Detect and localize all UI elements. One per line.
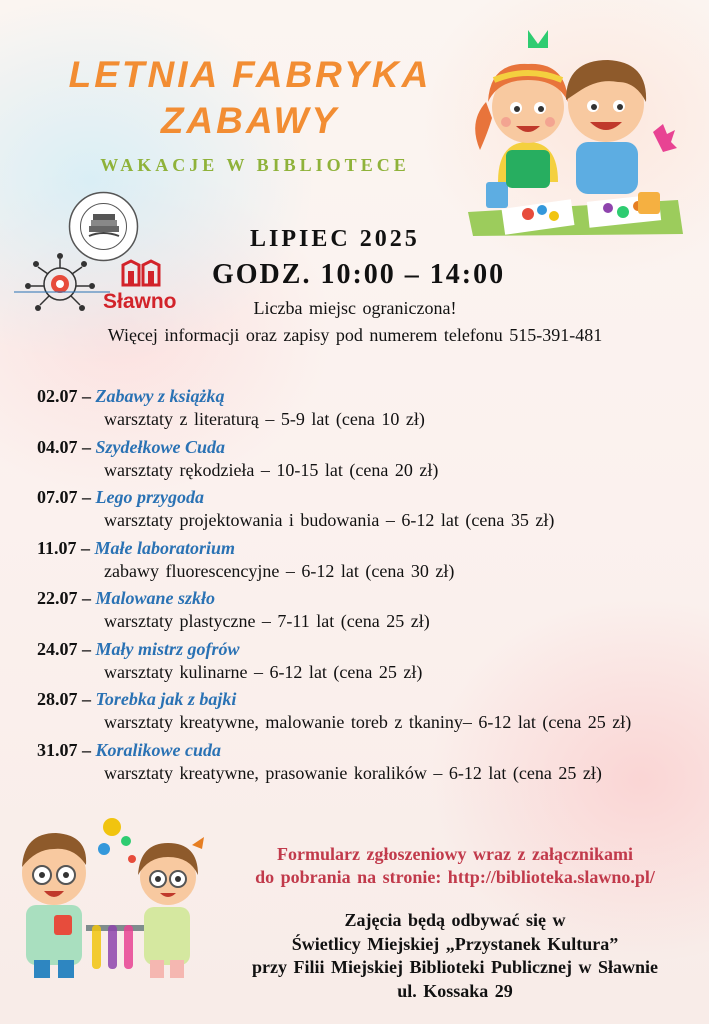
schedule-item bbox=[37, 385, 697, 436]
info-contact-phone: Więcej informacji oraz zapisy pod numerem telefonu 515-391-481 bbox=[107, 325, 603, 345]
schedule-dash: – bbox=[77, 436, 96, 457]
schedule-dash: – bbox=[77, 739, 96, 760]
schedule-item bbox=[37, 537, 697, 588]
schedule-dash: – bbox=[76, 537, 95, 558]
schedule-dash: – bbox=[77, 588, 96, 608]
schedule-title: Zabawy z książką bbox=[95, 386, 225, 406]
schedule-title: Szydełkowe Cuda bbox=[95, 436, 226, 457]
schedule-item bbox=[37, 486, 697, 537]
schedule-list bbox=[37, 385, 697, 789]
venue-line-1: Zajęcia będą odbywać się w bbox=[344, 910, 566, 930]
schedule-description: warsztaty plastyczne – 7-11 lat (cena 25 zł) bbox=[104, 611, 430, 631]
schedule-date: 24.07 bbox=[37, 638, 78, 659]
registration-form-note bbox=[215, 843, 695, 889]
subtitle: WAKACJE W BIBLIOTECE bbox=[100, 155, 410, 175]
schedule-date: 31.07 bbox=[37, 739, 78, 760]
schedule-item bbox=[37, 638, 697, 689]
schedule-title: Torebka jak z bajki bbox=[95, 689, 237, 709]
schedule-title: Malowane szkło bbox=[95, 588, 216, 608]
schedule-item bbox=[37, 739, 697, 790]
schedule-description: warsztaty z literaturą – 5-9 lat (cena 10 zł) bbox=[104, 409, 425, 429]
schedule-date: 04.07 bbox=[37, 436, 78, 457]
event-hours: GODZ. 10:00 – 14:00 bbox=[212, 259, 506, 290]
schedule-dash: – bbox=[77, 638, 96, 659]
info-limited-places: Liczba miejsc ograniczona! bbox=[253, 298, 457, 318]
schedule-dash: – bbox=[77, 487, 96, 507]
kids-science-illustration bbox=[14, 815, 214, 985]
schedule-title: Mały mistrz gofrów bbox=[95, 638, 240, 659]
schedule-title: Małe laboratorium bbox=[94, 537, 236, 558]
venue-line-4: ul. Kossaka 29 bbox=[397, 980, 513, 1001]
schedule-description: warsztaty projektowania i budowania – 6-12 lat (cena 35 zł) bbox=[104, 510, 555, 530]
title-line-2: ZABAWY bbox=[160, 100, 340, 141]
venue-line-3: przy Filii Miejskiej Biblioteki Publicznej w Sławnie bbox=[252, 957, 658, 977]
slawno-crest-icon bbox=[119, 259, 163, 287]
schedule-date: 07.07 bbox=[37, 487, 78, 507]
schedule-description: warsztaty kulinarne – 6-12 lat (cena 25 zł) bbox=[104, 661, 423, 682]
schedule-description: warsztaty kreatywne, malowanie toreb z tkaniny– 6-12 lat (cena 25 zł) bbox=[104, 712, 632, 732]
event-month: LIPIEC 2025 bbox=[250, 226, 420, 252]
schedule-dash: – bbox=[77, 386, 96, 406]
kids-painting-illustration bbox=[458, 22, 688, 242]
schedule-date: 22.07 bbox=[37, 588, 78, 608]
schedule-description: zabawy fluorescencyjne – 6-12 lat (cena 30 zł) bbox=[104, 560, 455, 581]
form-line-2: do pobrania na stronie: http://biblioteka.slawno.pl/ bbox=[255, 867, 655, 887]
venue-info bbox=[215, 909, 695, 1003]
schedule-item bbox=[37, 436, 697, 487]
schedule-description: warsztaty rękodzieła – 10-15 lat (cena 20 zł) bbox=[104, 459, 439, 480]
schedule-date: 11.07 bbox=[37, 537, 77, 558]
schedule-title: Koralikowe cuda bbox=[95, 739, 222, 760]
schedule-item bbox=[37, 587, 697, 638]
schedule-date: 28.07 bbox=[37, 689, 78, 709]
slawno-logo-text: Sławno bbox=[103, 290, 177, 313]
schedule-dash: – bbox=[77, 689, 96, 709]
venue-line-2: Świetlicy Miejskiej „Przystanek Kultura” bbox=[291, 933, 619, 954]
schedule-title: Lego przygoda bbox=[95, 487, 204, 507]
form-line-1: Formularz zgłoszeniowy wraz z załącznikami bbox=[277, 844, 633, 864]
schedule-date: 02.07 bbox=[37, 386, 78, 406]
title-line-1: LETNIA FABRYKA bbox=[68, 54, 432, 95]
schedule-description: warsztaty kreatywne, prasowanie koralików – 6-12 lat (cena 25 zł) bbox=[104, 762, 602, 783]
schedule-item bbox=[37, 688, 697, 739]
